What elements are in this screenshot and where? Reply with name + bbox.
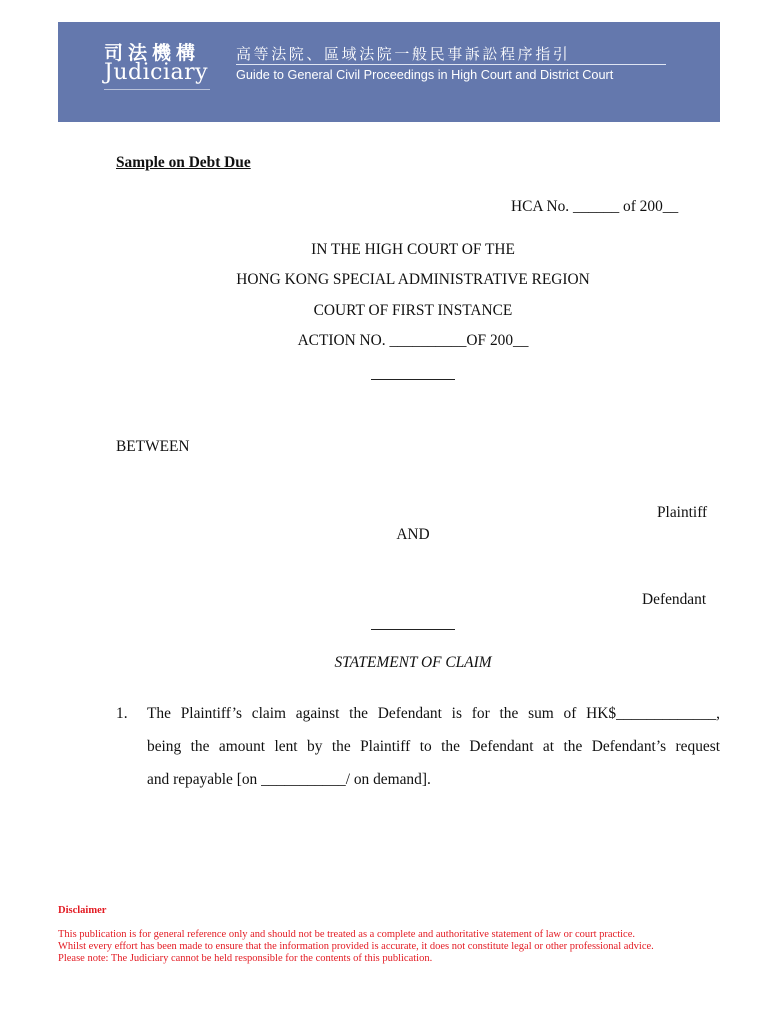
disclaimer-text [58,929,758,965]
between-label: BETWEEN [116,438,190,455]
heading-rule [371,379,455,380]
judiciary-logo-english: Judiciary [104,60,209,85]
parties-rule [371,629,455,630]
disclaimer-line-1: This publication is for general reference only and should not be treated as a complete and authoritative statement of law or court practice. [58,929,635,940]
disclaimer-line-2: Whilst every effort has been made to ensure that the information provided is accurate, it does not constitute legal or other professional advice. [58,941,654,952]
claim-paragraph [147,705,720,804]
disclaimer-title: Disclaimer [58,905,107,916]
court-heading-line-1: IN THE HIGH COURT OF THE [311,241,515,258]
action-number: ACTION NO. __________OF 200__ [297,332,529,349]
statement-of-claim-title: STATEMENT OF CLAIM [334,654,492,671]
case-number: HCA No. ______ of 200__ [511,198,679,215]
guide-title-chinese: 高等法院、區域法院一般民事訴訟程序指引 [236,45,571,63]
court-heading-line-2: HONG KONG SPECIAL ADMINISTRATIVE REGION [236,271,590,288]
judiciary-header-banner [58,22,720,122]
claim-line-3: and repayable [on ___________/ on demand]. [147,771,431,788]
plaintiff-label: Plaintiff [657,504,708,521]
sample-title: Sample on Debt Due [116,154,251,171]
defendant-label: Defendant [642,591,707,608]
court-heading-line-3: COURT OF FIRST INSTANCE [313,302,513,319]
and-label: AND [396,526,430,543]
paragraph-number: 1. [116,705,128,722]
guide-title-english: Guide to General Civil Proceedings in High Court and District Court [236,68,614,82]
logo-divider [104,89,210,90]
disclaimer-line-3: Please note: The Judiciary cannot be held responsible for the contents of this publication. [58,953,433,964]
claim-line-2: being the amount lent by the Plaintiff to the Defendant at the Defendant’s request [147,738,720,755]
judiciary-logo-chinese: 司法機構 [104,42,201,64]
claim-line-1: The Plaintiff’s claim against the Defendant is for the sum of HK$_____________, [147,705,720,722]
guide-title-divider [236,64,666,65]
